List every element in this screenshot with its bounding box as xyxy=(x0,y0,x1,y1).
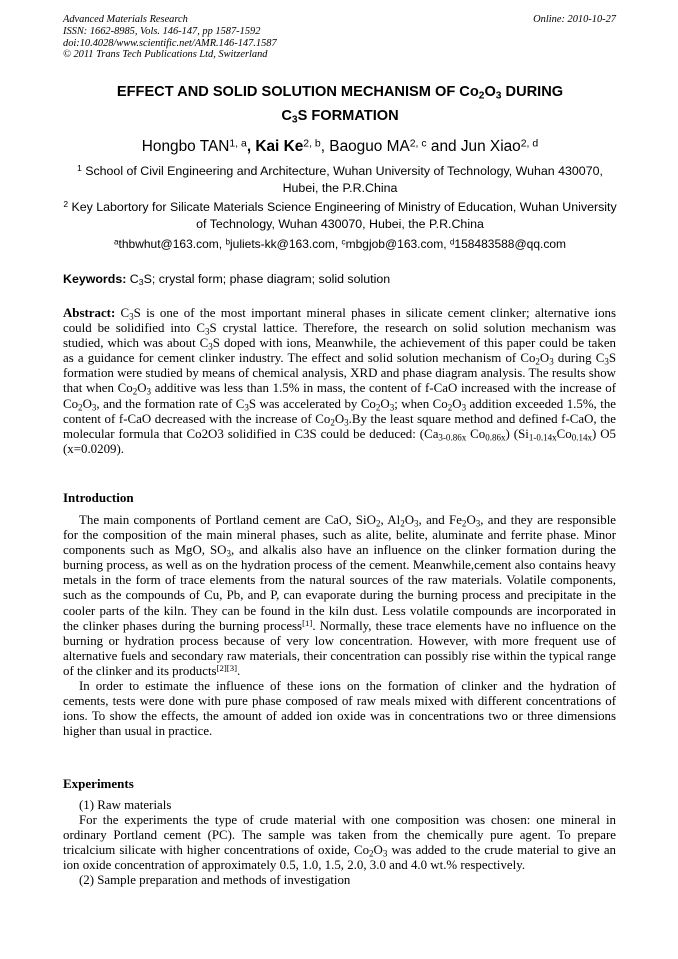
journal-doi: doi:10.4028/www.scientific.net/AMR.146-147.1587 xyxy=(63,37,277,49)
affiliation-2: $^2$ Key Labortory for Silicate Materials Science Engineering of Ministry of Education, Wuhan University of Technology, Wuhan 430070, Hubei, the P.R.China xyxy=(63,199,617,231)
journal-name: Advanced Materials Research xyxy=(63,14,188,25)
journal-issn: ISSN: 1662-8985, Vols. 146-147, pp 1587-1592 xyxy=(63,25,261,37)
keywords: Keywords: $C_3S$; crystal form; phase diagram; solid solution xyxy=(63,272,391,288)
subsection-raw-materials: (1) Raw materials xyxy=(79,798,172,812)
paper-title xyxy=(60,80,620,128)
citation-2-3: [2][3] xyxy=(216,663,238,673)
introduction-heading: Introduction xyxy=(63,490,134,505)
title-line-1: EFFECT AND SOLID SOLUTION MECHANISM OF $Co_2O_3$ DURING xyxy=(116,84,564,102)
introduction-body xyxy=(63,513,616,739)
author-list: Hongbo TAN$^{1, a}$, Kai Ke$^{2, b}$, Baoguo MA$^{2, c}$ and Jun Xiao$^{2, d}$ xyxy=(141,138,539,155)
journal-header xyxy=(63,14,616,61)
author-emails: $^a$thbwhut@163.com, $^b$juliets-kk@163.com, $^c$mbgjob@163.com, $^d$158483588@qq.com xyxy=(113,237,567,251)
journal-copyright: © 2011 Trans Tech Publications Ltd, Switzerland xyxy=(63,49,268,61)
abstract-label: Abstract: xyxy=(63,306,116,320)
citation-1: [1] xyxy=(302,617,313,628)
title-line-2: $C_3S$ FORMATION xyxy=(281,108,399,126)
introduction-paragraph-2: In order to estimate the influence of these ions on the formation of clinker and the hydration of cements, tests were done with pure phase composed of raw meals mixed with different concentrations of ions. To show the effects, the amount of added ion oxide was in concentrations two or three dimensions higher than usual in practice. xyxy=(63,679,616,739)
experiments-body xyxy=(63,798,616,889)
abstract: Abstract: $C_3S$ is one of the most important mineral phases in silicate cement clinker; alternative ions could be solidified into $C_3S$ crystal lattice. Therefore, the research on solid solution mechanism was studied, which was about $C_3S$ doped with ions, Meanwhile, the achievement of this paper could be taken as a guidance for cement clinker industry. The effect and solid solution mechanism of $Co_2O_3$ during $C_3S$ formation were studied by means of chemical analysis, XRD and phase diagram analysis. The results show that when $Co_2O_3$ additive was less than 1.5% in mass, the content of f-CaO increased with the increase of $Co_2O_3$, and the formation rate of $C_3S$ was accelerated by $Co_2O_3$; when $Co_2O_3$ addition exceeded 1.5%, the content of f-CaO decreased with the increase of $Co_2O_3.By$ the least square method and defined f-CaO, the molecular formula that Co2O3 solidified in C3S could be deduced: ($Ca_{3-0.86x}$ $Co_{0.86x}$) $(Si_{1-0.14x}Co_{0.14x})$ O5 (x=0.0209). xyxy=(63,306,617,456)
experiments-heading: Experiments xyxy=(63,776,134,791)
affiliation-1: $^1$ School of Civil Engineering and Architecture, Wuhan University of Technology, Wuhan 430070, Hubei, the P.R.China xyxy=(77,163,603,195)
introduction-paragraph-1: The main components of Portland cement are CaO, SiO$_2$, $Al_2O_3$, and $Fe_2O_3$, and they are responsible for the composition of the main mineral phases, such as alite, belite, aluminate and ferrite phase. Minor components such as MgO, $SO_3$, and alkalis also have an influence on the clinker formation during the burning process, as well as on the hydration process of the cement. Meanwhile,cement also contains heavy metals in the form of trace elements from the natural sources of the raw materials. Volatile components, such as the compounds of Cu, Pb, and P, can evaporate during the burning process and precipitate in the cooler parts of the kiln. They can be found in the kiln dust. Less volatile compounds are incorporated in the clinker phases during the burning process[1]. Normally, these trace elements have no influence on the burning or hydration process because of very low concentration. However, with more frequent use of alternative fuels and secondary raw materials, their concentration can possibly rise within the typical range of the clinker and its products[2][3]. xyxy=(63,513,617,678)
subsection-sample-preparation: (2) Sample preparation and methods of investigation xyxy=(79,873,351,888)
experiments-paragraph-1: For the experiments the type of crude material with one composition was chosen: one mineral in ordinary Portland cement (PC). The sample was taken from the chemically pure agent. To prepare tricalcium silicate with higher concentrations of oxide, $Co_2O_3$ was added to the crude material to give an ion oxide concentration of approximately 0.5, 1.0, 1.5, 2.0, 3.0 and 4.0 wt.% respectively. xyxy=(63,813,616,873)
online-date: Online: 2010-10-27 xyxy=(533,14,616,25)
